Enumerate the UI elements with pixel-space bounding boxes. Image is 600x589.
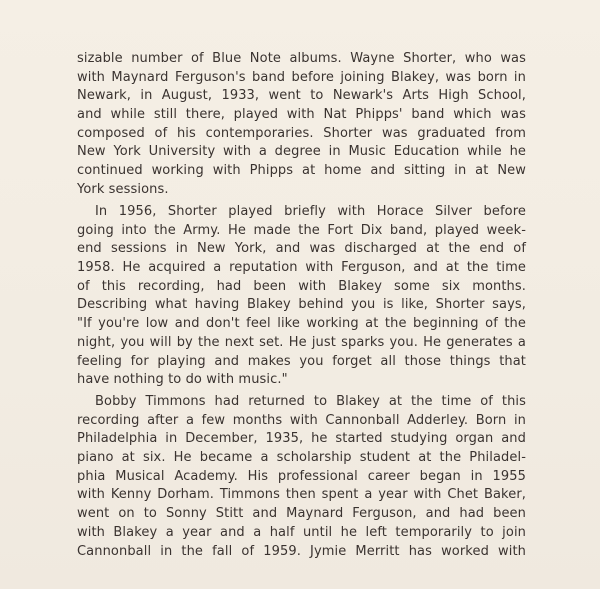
text-line: sizable number of Blue Note albums. Wayne Shorter, who was [77, 51, 526, 66]
text-line: In 1956, Shorter played briefly with Horace Silver before [95, 204, 526, 219]
text-line: with Blakey a year and a half until he left temporarily to join [77, 524, 526, 540]
paragraph-shorter-career [77, 203, 526, 390]
text-line: composed of his contemporaries. Shorter was graduated from [77, 125, 526, 141]
paragraph-shorter-bio [77, 50, 526, 200]
paragraph-timmons-bio [77, 393, 526, 561]
text-line: going into the Army. He made the Fort Dix band, played week- [77, 222, 526, 238]
text-line: piano at six. He became a scholarship student at the Philadel- [77, 450, 526, 466]
text-line: went on to Sonny Stitt and Maynard Ferguson, and had been [77, 506, 526, 522]
text-line: end sessions in New York, and was discharged at the end of [77, 241, 526, 257]
text-line: York sessions. [77, 181, 169, 197]
text-line: Newark, in August, 1933, went to Newark's Arts High School, [77, 88, 526, 104]
text-line: with Maynard Ferguson's band before joining Blakey, was born in [77, 69, 526, 85]
text-line: Philadelphia in December, 1935, he started studying organ and [77, 431, 526, 447]
text-line: recording after a few months with Cannonball Adderley. Born in [77, 412, 526, 428]
text-line: phia Musical Academy. His professional career began in 1955 [77, 468, 526, 484]
text-line: Describing what having Blakey behind you is like, Shorter says, [77, 297, 526, 313]
text-line: and while still there, played with Nat Phipps' band which was [77, 107, 526, 123]
text-line: Bobby Timmons had returned to Blakey at the time of this [95, 394, 526, 409]
text-line: 1958. He acquired a reputation with Ferguson, and at the time [77, 260, 526, 276]
text-line: continued working with Phipps at home and sitting in at New [77, 163, 526, 179]
text-line: have nothing to do with music." [77, 372, 288, 388]
text-line: with Kenny Dorham. Timmons then spent a year with Chet Baker, [77, 487, 526, 503]
text-line: Cannonball in the fall of 1959. Jymie Merritt has worked with [77, 543, 526, 559]
text-line: New York University with a degree in Music Education while he [77, 144, 526, 160]
text-line: night, you will by the next set. He just sparks you. He generates a [77, 334, 526, 350]
text-line: "If you're low and don't feel like working at the beginning of the [77, 316, 526, 332]
text-line: feeling for playing and makes you forget all those things that [77, 353, 526, 369]
text-line: of this recording, had been with Blakey some six months. [77, 278, 526, 294]
